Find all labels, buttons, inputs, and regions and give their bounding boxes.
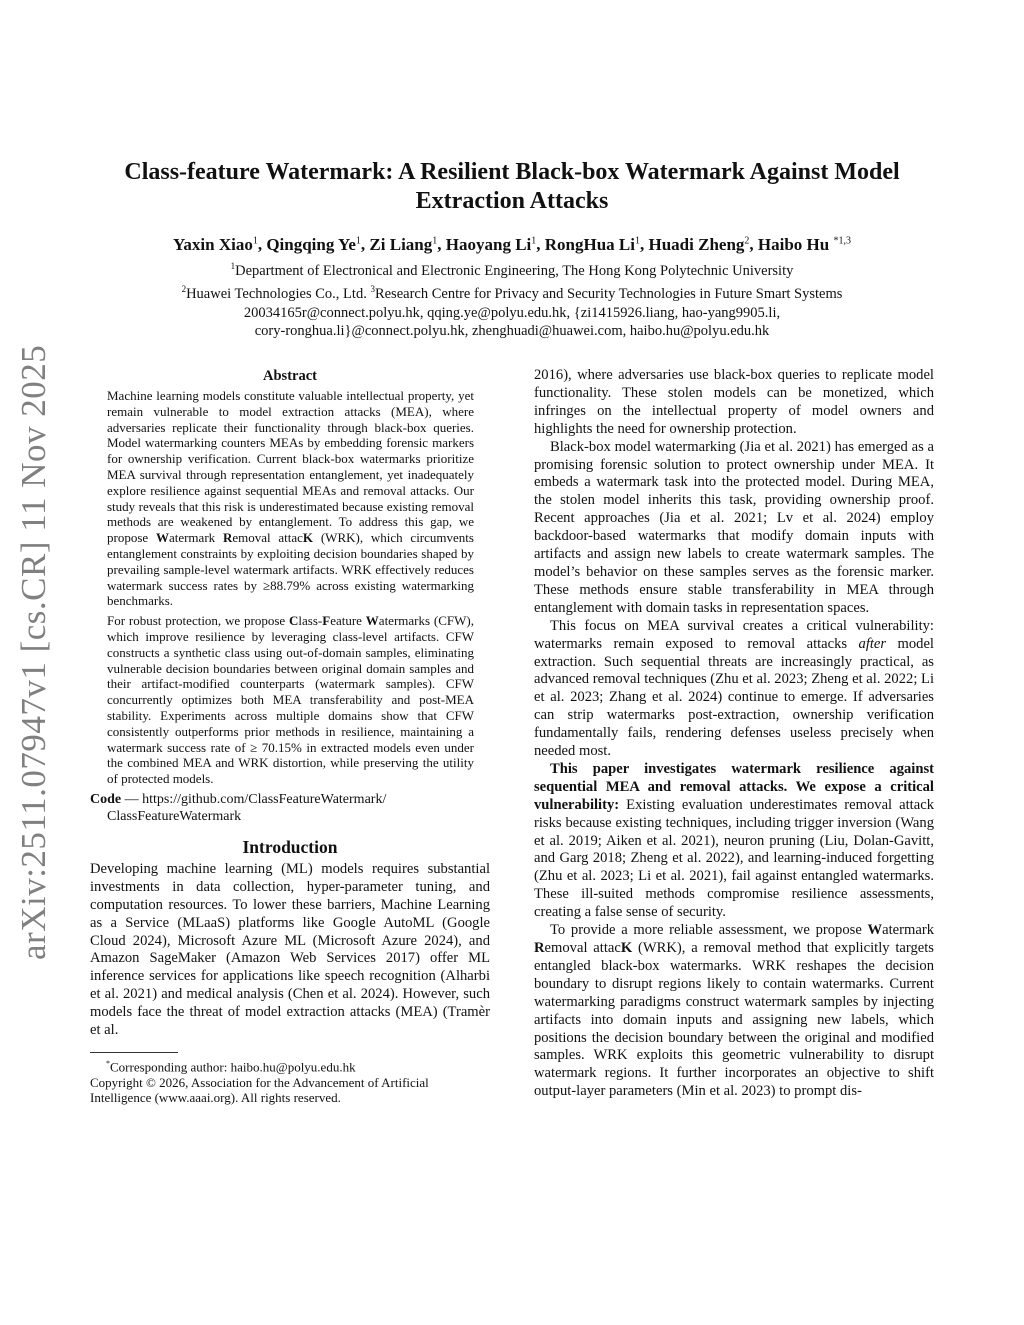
arxiv-side-stamp: arXiv:2511.07947v1 [cs.CR] 11 Nov 2025	[14, 344, 53, 960]
footnotes	[90, 1056, 490, 1106]
author-list: Yaxin Xiao$^1$, Qingqing Ye$^1$, Zi Liang$^1$, Haoyang Li$^1$, RongHua Li$^1$, Huadi Zheng$^2$, Haibo Hu $^{*1,3}$	[173, 234, 851, 254]
body-paragraph: This focus on MEA survival creates a critical vulnerability: watermarks remain exposed to removal attacks after model extraction. Such sequential threats are increasingly practical, as advanced removal techniques (Zhu et al. 2023; Zheng et al. 2022; Li et al. 2023; Zhang et al. 2024) continue to emerge. If adversaries can strip watermarks post-extraction, ownership verification fundamentally fails, rendering defenses useless precisely when needed most.	[534, 617, 934, 760]
paper-title: Class-feature Watermark: A Resilient Black-box Watermark Against Model Extraction Attacks	[124, 159, 900, 214]
body-paragraph: This paper investigates watermark resilience against sequential MEA and removal attacks. We expose a critical vulnerability: Existing evaluation underestimates removal attack risks because existing techniques, including trigger inversion (Wang et al. 2019; Aiken et al. 2021), neuron pruning (Liu, Dolan-Gavitt, and Garg 2018; Zheng et al. 2022), and learning-induced forgetting (Zhu et al. 2023; Li et al. 2021), fail against entangled watermarks. These ill-suited methods compromise resilience assessments, creating a false sense of security.	[534, 760, 934, 921]
footnote-divider	[90, 1052, 178, 1053]
abstract-heading: Abstract	[263, 368, 317, 384]
affiliations	[90, 257, 934, 341]
code-url-link[interactable]: ClassFeatureWatermark	[107, 808, 242, 824]
affiliation-line: $^1$Department of Electronical and Electronic Engineering, The Hong Kong Polytechnic University	[230, 261, 794, 279]
email-line: cory-ronghua.li}@connect.polyu.hk, zhenghuadi@huawei.com, haibo.hu@polyu.edu.hk	[254, 323, 770, 340]
author: Haibo Hu $^{*1,3}$	[757, 234, 851, 254]
introduction-body	[90, 861, 490, 1040]
code-link: Code — https://github.com/ClassFeatureWatermark/ ClassFeatureWatermark	[90, 791, 490, 825]
abstract-paragraph: Machine learning models constitute valuable intellectual property, yet remain vulnerable to model extraction attacks (MEA), where adversaries replicate their functionality through black-box queries. Model watermarking counters MEAs by embedding forensic markers for ownership verification. Current black-box watermarks prioritize MEA survival through representation entanglement, yet inadequately explore resilience against sequential MEAs and removal attacks. Our study reveals that this risk is underestimated because existing removal methods are weakened by entanglement. To address this gap, we propose Watermark Removal attacK (WRK), which circumvents entanglement constraints by exploiting decision boundaries shaped by prevailing sample-level watermark artifacts. WRK effectively reduces watermark success rates by ≥88.79% across existing watermarking benchmarks.	[107, 388, 474, 609]
email-line: 20034165r@connect.polyu.hk, qqing.ye@polyu.edu.hk, {zi1415926.liang, hao-yang9905.li,	[243, 304, 781, 321]
author: Qingqing Ye$^1$	[266, 234, 361, 254]
right-column	[534, 367, 934, 1101]
author: RongHua Li$^1$	[544, 234, 640, 254]
section-heading-introduction: Introduction	[242, 836, 338, 857]
body-paragraph: Developing machine learning (ML) models requires substantial investments in data collection, hyper-parameter tuning, and computation resources. To lower these barriers, Machine Learning as a Service (MLaaS) platforms like Google AutoML (Google Cloud 2024), Microsoft Azure ML (Microsoft Azure 2024), and Amazon SageMaker (Amazon Web Services 2017) offer ML inference services for applications like speech recognition (Alharbi et al. 2021) and medical analysis (Chen et al. 2024). However, such models face the threat of model extraction attacks (MEA) (Tramèr et al.	[90, 860, 490, 1039]
body-paragraph: 2016), where adversaries use black-box queries to replicate model functionality. These stolen models can be monetized, which infringes on the intellectual property of model owners and highlights the need for ownership protection.	[534, 367, 934, 437]
author: Zi Liang$^1$	[369, 234, 438, 254]
body-paragraph: To provide a more reliable assessment, we propose Watermark Removal attacK (WRK), a removal method that explicitly targets entangled black-box watermarks. WRK reshapes the decision boundary to disrupt regions likely to contain watermarks. Current watermarking paradigms construct watermark samples by injecting artifacts into domain inputs and assigning new labels, which positions the decision boundary between the original and modified samples. WRK exploits this geometric vulnerability to disrupt watermark regions. It further incorporates an objective to shift output-layer parameters (Min et al. 2023) to prompt dis-	[534, 922, 934, 1100]
right-column-body	[534, 367, 934, 1101]
author: Yaxin Xiao$^1$	[173, 234, 258, 254]
corresponding-author-note: *Corresponding author: haibo.hu@polyu.edu.hk	[106, 1058, 356, 1075]
copyright-notice: Copyright © 2026, Association for the Advancement of Artificial Intelligence (www.aaai.org). All rights reserved.	[90, 1074, 429, 1106]
abstract-body	[90, 388, 490, 787]
affiliation-line: $^2$Huawei Technologies Co., Ltd. $^3$Research Centre for Privacy and Security Technologies in Future Smart Systems	[181, 284, 843, 303]
author: Huadi Zheng$^2$	[648, 234, 750, 254]
author: Haoyang Li$^1$	[445, 234, 537, 254]
left-column	[90, 367, 490, 1106]
code-url-link[interactable]: https://github.com/ClassFeatureWatermark/	[142, 791, 387, 807]
body-paragraph: Black-box model watermarking (Jia et al. 2021) has emerged as a promising forensic solution to protect ownership under MEA. It embeds a watermark task into the protected model. During MEA, the stolen model inherits this task, providing ownership proof. Recent approaches (Jia et al. 2021; Lv et al. 2024) employ backdoor-based watermarks that modify domain inputs with artifacts and assign new labels to create watermark samples. The model’s behavior on these samples serves as the forensic marker. These methods ensure stable transferability in MEA through entanglement with domain tasks in representation spaces.	[534, 438, 934, 616]
abstract-paragraph: For robust protection, we propose Class-Feature Watermarks (CFW), which improve resilience by leveraging class-level artifacts. CFW constructs a synthetic class using out-of-domain samples, eliminating vulnerable decision boundaries between original domain samples and their artifact-modified counterparts (watermark samples). CFW concurrently optimizes both MEA transferability and post-MEA stability. Experiments across multiple domains show that CFW consistently outperforms prior methods in resilience, maintaining a watermark success rate of ≥ 70.15% in extracted models even under the combined MEA and WRK distortion, while preserving the utility of protected models.	[107, 613, 474, 787]
